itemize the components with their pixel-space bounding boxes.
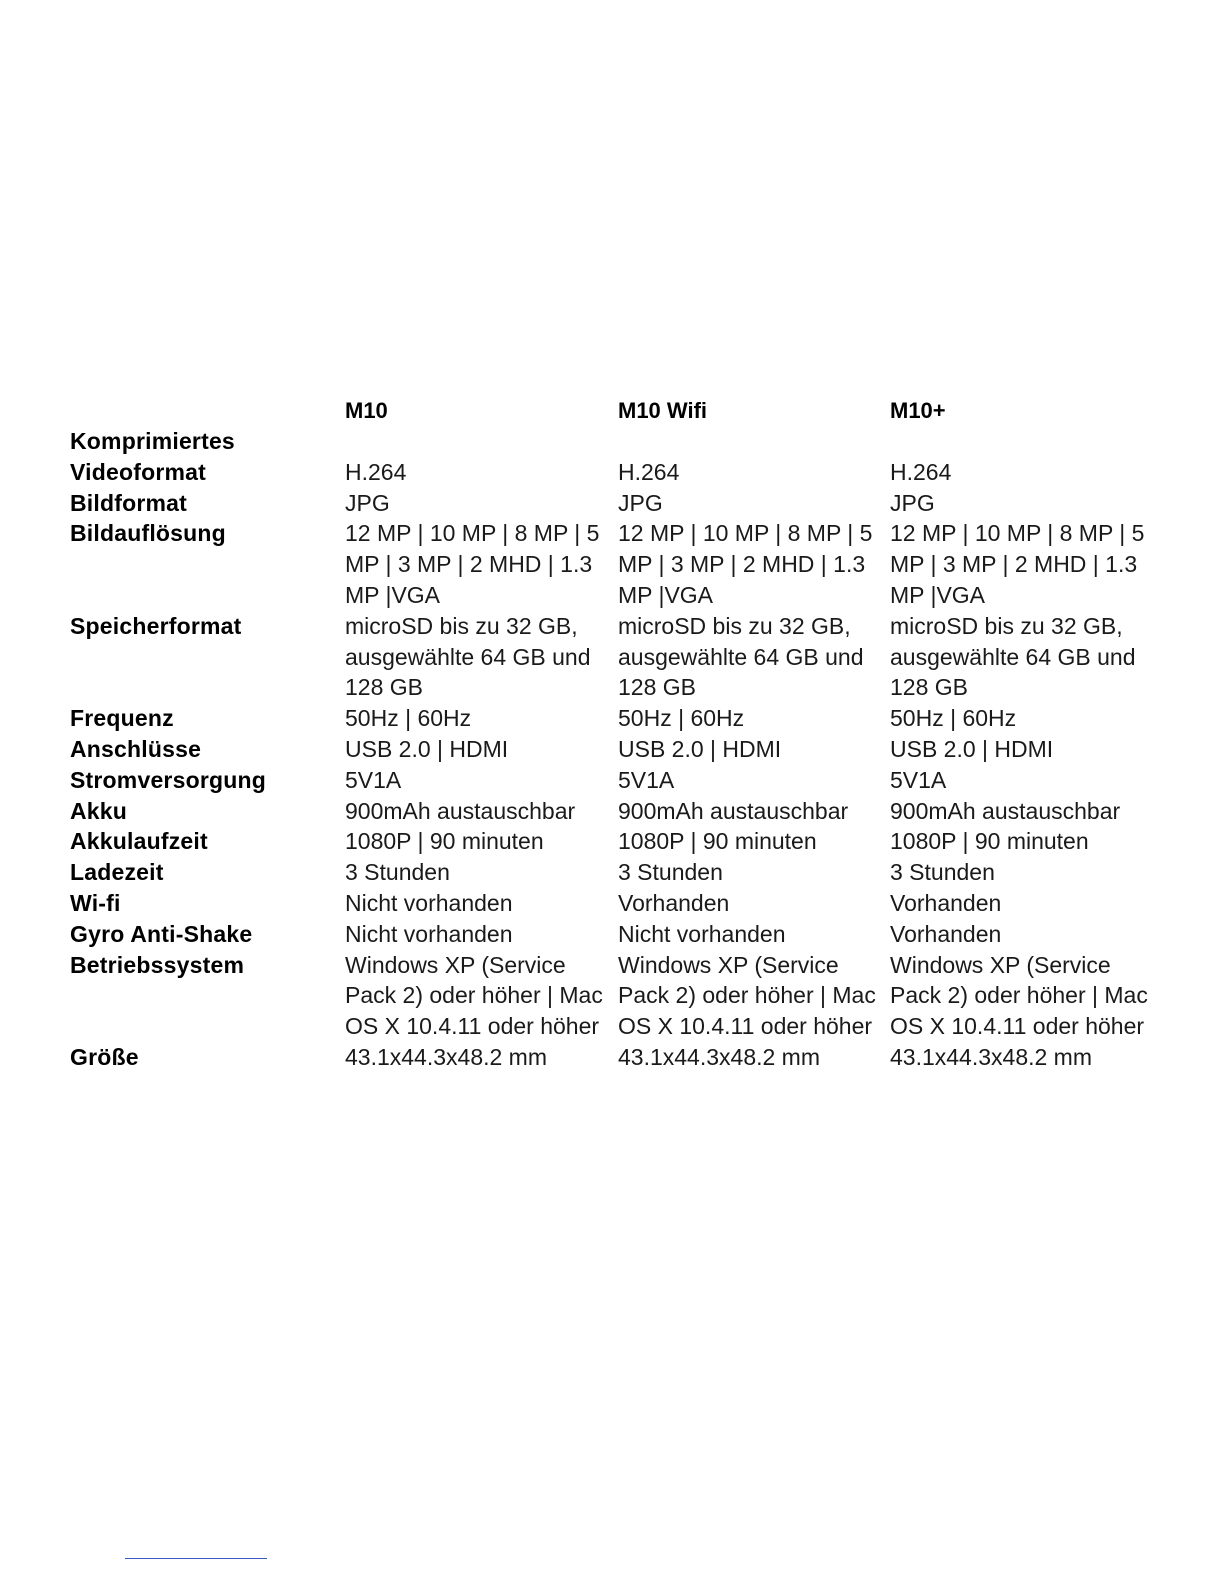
spec-label-line: Akkulaufzeit bbox=[70, 828, 208, 855]
spec-value-cell bbox=[618, 796, 890, 827]
model-header-m10: M10 bbox=[345, 398, 388, 423]
spec-value-line: OS X 10.4.11 oder höher bbox=[890, 1013, 1145, 1040]
spec-label-line: Videoformat bbox=[70, 458, 206, 485]
spec-label bbox=[70, 426, 345, 488]
table-row bbox=[70, 488, 1170, 519]
spec-value-cell bbox=[618, 765, 890, 796]
model-header-m10-plus: M10+ bbox=[890, 398, 946, 423]
spec-value-cell bbox=[890, 734, 1170, 765]
spec-value-cell bbox=[345, 888, 618, 919]
spec-value-line: USB 2.0 | HDMI bbox=[618, 735, 782, 762]
spec-value-line: USB 2.0 | HDMI bbox=[890, 735, 1054, 762]
spec-value-cell bbox=[890, 488, 1170, 519]
table-row bbox=[70, 734, 1170, 765]
spec-value-line: H.264 bbox=[890, 458, 952, 485]
spec-value-cell bbox=[890, 857, 1170, 888]
spec-label-line: Betriebssystem bbox=[70, 951, 245, 978]
table-row bbox=[70, 950, 1170, 1042]
spec-value-cell bbox=[890, 611, 1170, 703]
spec-value-cell bbox=[618, 611, 890, 703]
table-row bbox=[70, 857, 1170, 888]
spec-value-cell bbox=[890, 426, 1170, 488]
spec-label bbox=[70, 826, 345, 857]
spec-value-cell bbox=[345, 919, 618, 950]
spec-value-line: 12 MP | 10 MP | 8 MP | 5 bbox=[618, 520, 873, 547]
spec-value-line: 3 Stunden bbox=[345, 859, 450, 886]
spec-value-cell bbox=[890, 765, 1170, 796]
spec-value-cell bbox=[618, 857, 890, 888]
spec-value-line: 50Hz | 60Hz bbox=[890, 705, 1017, 732]
spec-value-cell bbox=[618, 703, 890, 734]
spec-value-line: Pack 2) oder höher | Mac bbox=[345, 982, 603, 1009]
spec-value-line: Vorhanden bbox=[890, 920, 1002, 947]
spec-value-line: JPG bbox=[345, 489, 390, 516]
spec-label bbox=[70, 919, 345, 950]
spec-label-line: Größe bbox=[70, 1043, 139, 1070]
spec-value-cell bbox=[890, 826, 1170, 857]
spec-value-cell bbox=[345, 611, 618, 703]
spec-value-cell bbox=[345, 796, 618, 827]
spec-value-line: 5V1A bbox=[618, 766, 675, 793]
spec-value-cell bbox=[618, 950, 890, 1042]
table-row bbox=[70, 765, 1170, 796]
spec-value-cell bbox=[618, 919, 890, 950]
spec-value-cell bbox=[345, 426, 618, 488]
spec-value-line: 900mAh austauschbar bbox=[890, 797, 1121, 824]
table-row bbox=[70, 796, 1170, 827]
spec-label bbox=[70, 488, 345, 519]
spec-value-line: OS X 10.4.11 oder höher bbox=[618, 1013, 873, 1040]
spec-label bbox=[70, 703, 345, 734]
spec-value-cell bbox=[345, 1042, 618, 1073]
spec-value-line bbox=[890, 426, 1166, 457]
spec-value-cell bbox=[345, 734, 618, 765]
spec-value-line: 128 GB bbox=[890, 674, 968, 701]
spec-value-line: JPG bbox=[890, 489, 935, 516]
table-row bbox=[70, 826, 1170, 857]
spec-label-line: Wi-fi bbox=[70, 889, 121, 916]
spec-value-line: 1080P | 90 minuten bbox=[890, 828, 1089, 855]
spec-value-line: ausgewählte 64 GB und bbox=[345, 643, 591, 670]
table-row bbox=[70, 426, 1170, 488]
spec-value-line: 3 Stunden bbox=[890, 859, 995, 886]
spec-value-cell bbox=[345, 765, 618, 796]
spec-value-line: Windows XP (Service bbox=[890, 951, 1111, 978]
spec-label bbox=[70, 796, 345, 827]
spec-value-line: 50Hz | 60Hz bbox=[345, 705, 472, 732]
spec-value-line: MP |VGA bbox=[890, 581, 986, 608]
spec-value-line: Pack 2) oder höher | Mac bbox=[618, 982, 876, 1009]
spec-label bbox=[70, 888, 345, 919]
spec-value-line: 43.1x44.3x48.2 mm bbox=[345, 1043, 548, 1070]
spec-value-line: Nicht vorhanden bbox=[345, 889, 513, 916]
spec-value-cell bbox=[618, 1042, 890, 1073]
spec-rows bbox=[70, 426, 1170, 1073]
spec-value-line: microSD bis zu 32 GB, bbox=[618, 612, 851, 639]
spec-value-line: Vorhanden bbox=[618, 889, 730, 916]
spec-value-line: Windows XP (Service bbox=[345, 951, 566, 978]
footnote-rule bbox=[125, 1558, 267, 1559]
spec-value-line bbox=[345, 426, 614, 457]
spec-label-line: Bildformat bbox=[70, 489, 187, 516]
spec-value-line: 50Hz | 60Hz bbox=[618, 705, 745, 732]
spec-value-line: ausgewählte 64 GB und bbox=[618, 643, 864, 670]
table-row bbox=[70, 703, 1170, 734]
spec-value-line: 1080P | 90 minuten bbox=[345, 828, 544, 855]
spec-label bbox=[70, 1042, 345, 1073]
table-row bbox=[70, 1042, 1170, 1073]
model-header-row bbox=[70, 396, 1170, 426]
spec-label bbox=[70, 734, 345, 765]
spec-value-line: MP | 3 MP | 2 MHD | 1.3 bbox=[890, 551, 1138, 578]
spec-value-cell bbox=[618, 518, 890, 610]
spec-value-cell bbox=[618, 888, 890, 919]
spec-value-cell bbox=[890, 888, 1170, 919]
spec-label-line: Bildauflösung bbox=[70, 520, 226, 547]
spec-value-line: 3 Stunden bbox=[618, 859, 723, 886]
spec-value-line: 5V1A bbox=[345, 766, 402, 793]
spec-value-line: 12 MP | 10 MP | 8 MP | 5 bbox=[890, 520, 1145, 547]
spec-value-line: H.264 bbox=[345, 458, 407, 485]
spec-value-cell bbox=[618, 826, 890, 857]
spec-value-cell bbox=[618, 734, 890, 765]
spec-value-line: Nicht vorhanden bbox=[618, 920, 786, 947]
spec-value-line: 43.1x44.3x48.2 mm bbox=[618, 1043, 821, 1070]
spec-value-cell bbox=[890, 919, 1170, 950]
spec-value-cell bbox=[618, 426, 890, 488]
spec-value-line bbox=[618, 426, 886, 457]
spec-label-line: Akku bbox=[70, 797, 128, 824]
spec-label bbox=[70, 765, 345, 796]
table-row bbox=[70, 611, 1170, 703]
spec-value-line: 43.1x44.3x48.2 mm bbox=[890, 1043, 1093, 1070]
spec-value-line: 128 GB bbox=[345, 674, 423, 701]
spec-label-line: Frequenz bbox=[70, 705, 174, 732]
spec-value-cell bbox=[890, 950, 1170, 1042]
spec-value-cell bbox=[345, 857, 618, 888]
spec-value-line: USB 2.0 | HDMI bbox=[345, 735, 509, 762]
spec-label bbox=[70, 611, 345, 703]
table-row bbox=[70, 888, 1170, 919]
spec-value-cell bbox=[345, 518, 618, 610]
spec-label-line: Gyro Anti-Shake bbox=[70, 920, 253, 947]
spec-value-line: MP | 3 MP | 2 MHD | 1.3 bbox=[618, 551, 866, 578]
spec-value-line: MP | 3 MP | 2 MHD | 1.3 bbox=[345, 551, 593, 578]
spec-label-line: Stromversorgung bbox=[70, 766, 266, 793]
spec-value-line: 900mAh austauschbar bbox=[345, 797, 576, 824]
spec-label-line: Ladezeit bbox=[70, 859, 164, 886]
spec-label bbox=[70, 857, 345, 888]
table-row bbox=[70, 518, 1170, 610]
spec-value-line: ausgewählte 64 GB und bbox=[890, 643, 1136, 670]
spec-label-line: Speicherformat bbox=[70, 612, 242, 639]
table-row bbox=[70, 919, 1170, 950]
spec-value-line: microSD bis zu 32 GB, bbox=[345, 612, 578, 639]
spec-value-line: 12 MP | 10 MP | 8 MP | 5 bbox=[345, 520, 600, 547]
spec-value-line: MP |VGA bbox=[618, 581, 714, 608]
spec-value-cell bbox=[890, 518, 1170, 610]
spec-value-line: JPG bbox=[618, 489, 663, 516]
spec-value-line: Vorhanden bbox=[890, 889, 1002, 916]
spec-value-line: Nicht vorhanden bbox=[345, 920, 513, 947]
spec-value-line: 900mAh austauschbar bbox=[618, 797, 849, 824]
spec-value-cell bbox=[345, 488, 618, 519]
spec-value-line: Windows XP (Service bbox=[618, 951, 839, 978]
spec-value-cell bbox=[890, 1042, 1170, 1073]
spec-value-line: Pack 2) oder höher | Mac bbox=[890, 982, 1148, 1009]
spec-value-line: 5V1A bbox=[890, 766, 947, 793]
spec-value-cell bbox=[345, 950, 618, 1042]
spec-value-line: MP |VGA bbox=[345, 581, 441, 608]
spec-value-line: H.264 bbox=[618, 458, 680, 485]
spec-comparison-table bbox=[70, 396, 1170, 1073]
spec-label-line: Anschlüsse bbox=[70, 735, 202, 762]
spec-value-line: microSD bis zu 32 GB, bbox=[890, 612, 1123, 639]
spec-label-line: Komprimiertes bbox=[70, 428, 235, 454]
spec-value-cell bbox=[345, 703, 618, 734]
spec-value-line: 1080P | 90 minuten bbox=[618, 828, 817, 855]
model-header-m10-wifi: M10 Wifi bbox=[618, 398, 708, 423]
spec-value-cell bbox=[890, 796, 1170, 827]
spec-value-cell bbox=[345, 826, 618, 857]
spec-label bbox=[70, 518, 345, 610]
spec-value-cell bbox=[890, 703, 1170, 734]
spec-label bbox=[70, 950, 345, 1042]
spec-value-line: OS X 10.4.11 oder höher bbox=[345, 1013, 600, 1040]
spec-value-line: 128 GB bbox=[618, 674, 696, 701]
spec-value-cell bbox=[618, 488, 890, 519]
